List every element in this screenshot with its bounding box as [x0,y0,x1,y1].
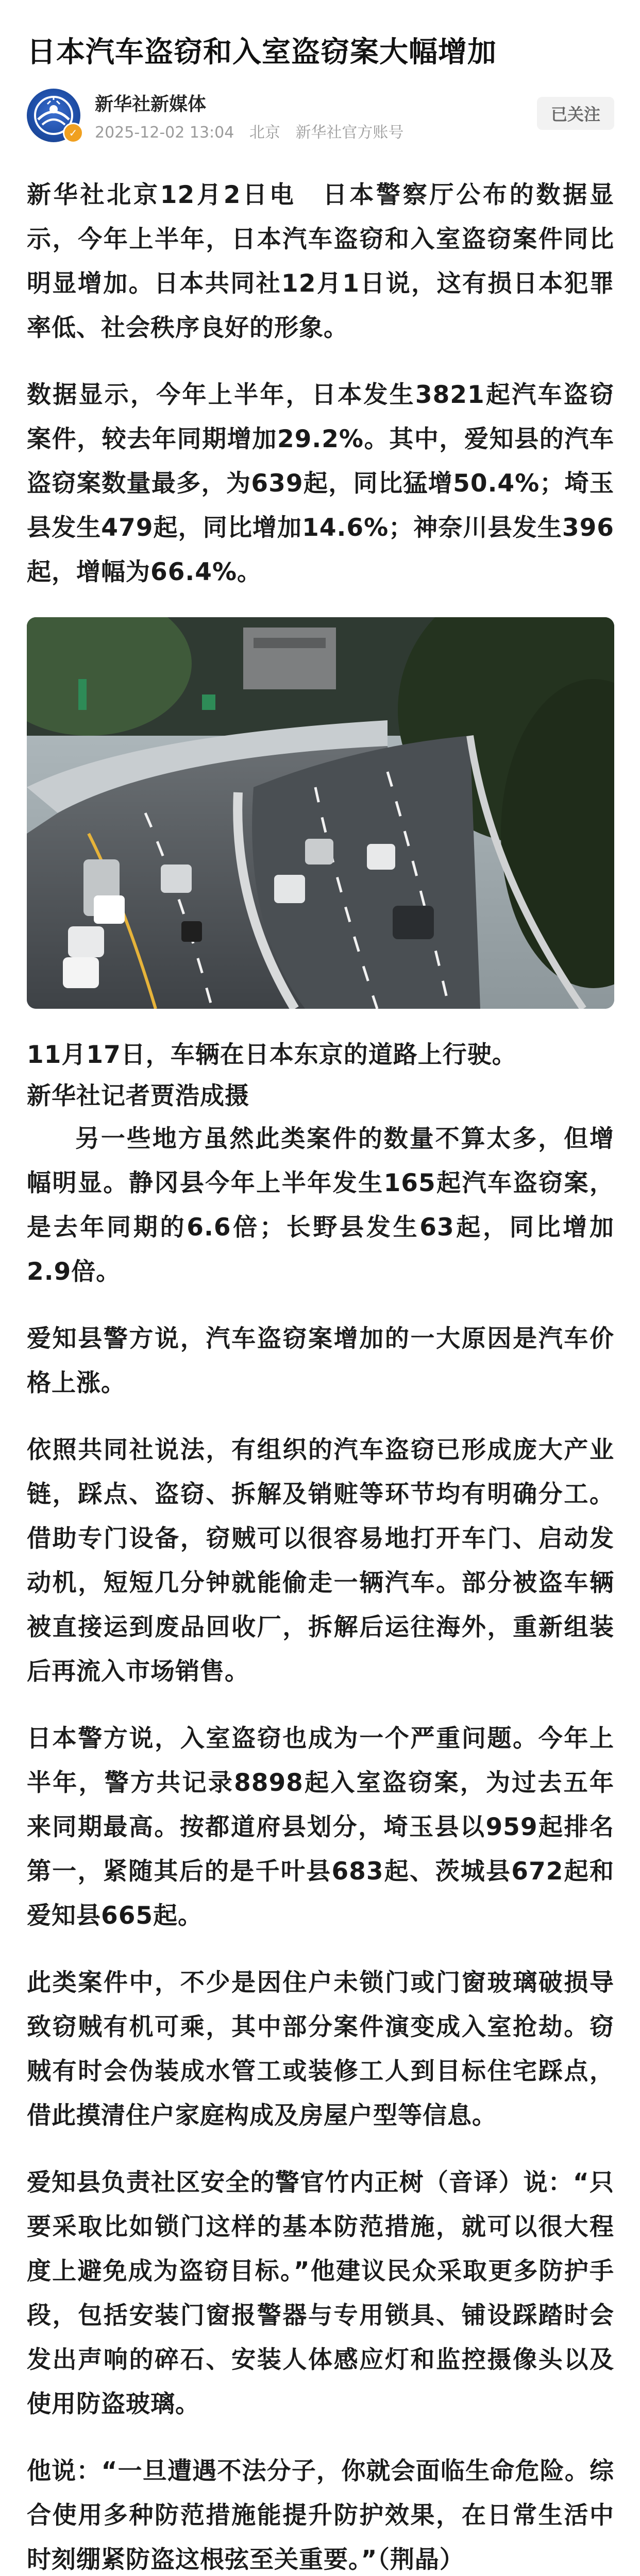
publish-location: 北京 [249,124,280,142]
paragraph: 他说：“一旦遭遇不法分子，你就会面临生命危险。综合使用多种防范措施能提升防护效果，在日常生活中时刻绷紧防盗这根弦至关重要。”（荆晶） [27,2457,614,2574]
image-credit: 新华社记者贾浩成摄 [27,1082,249,1110]
publish-date: 2025-12-02 13:04 [95,124,234,142]
paragraph: 爱知县警方说，汽车盗窃案增加的一大原因是汽车价格上涨。 [27,1325,614,1397]
paragraph: 依照共同社说法，有组织的汽车盗窃已形成庞大产业链，踩点、盗窃、拆解及销赃等环节均有明确分工。借助专门设备，窃贼可以很容易地打开车门、启动发动机，短短几分钟就能偷走一辆汽车。部分被盗车辆被直接运到废品回收厂，拆解后运往海外，重新组装后再流入市场销售。 [27,1436,614,1686]
image-caption: 11月17日，车辆在日本东京的道路上行驶。 [27,1041,517,1069]
author-row [27,87,614,148]
article-body [27,173,614,2576]
paragraph: 日本警方说，入室盗窃也成为一个严重问题。今年上半年，警方共记录8898起入室盗窃案，为过去五年来同期最高。按都道府县划分，埼玉县以959起排名第一，紧随其后的是千叶县683起、茨城县672起和爱知县665起。 [27,1724,614,1930]
follow-button[interactable]: 已关注 [537,97,614,130]
author-meta [95,120,414,142]
account-type: 新华社官方账号 [295,124,404,142]
highway-photo-illustration [27,617,614,1009]
verified-icon: ✓ [63,123,83,143]
paragraph: 数据显示，今年上半年，日本发生3821起汽车盗窃案件，较去年同期增加29.2%。其中，爱知县的汽车盗窃案数量最多，为639起，同比猛增50.4%；埼玉县发生479起，同比增加14.6%；神奈川县发生396起，增幅为66.4%。 [27,381,614,586]
paragraph: 此类案件中，不少是因住户未锁门或门窗玻璃破损导致窃贼有机可乘，其中部分案件演变成入室抢劫。窃贼有时会伪装成水管工或装修工人到目标住宅踩点，借此摸清住户家庭构成及房屋户型等信息。 [27,1969,614,2130]
author-name[interactable]: 新华社新媒体 [95,94,207,115]
paragraph: 新华社北京12月2日电 日本警察厅公布的数据显示，今年上半年，日本汽车盗窃和入室盗窃案件同比明显增加。日本共同社12月1日说，这有损日本犯罪率低、社会秩序良好的形象。 [27,181,614,342]
article-title: 日本汽车盗窃和入室盗窃案大幅增加 [27,35,497,69]
paragraph: 另一些地方虽然此类案件的数量不算太多，但增幅明显。静冈县今年上半年发生165起汽车盗窃案，是去年同期的6.6倍；长野县发生63起，同比增加2.9倍。 [27,1125,614,1286]
paragraph: 爱知县负责社区安全的警官竹内正树（音译）说：“只要采取比如锁门这样的基本防范措施，就可以很大程度上避免成为盗窃目标。”他建议民众采取更多防护手段，包括安装门窗报警器与专用锁具、铺设踩踏时会发出声响的碎石、安装人体感应灯和监控摄像头以及使用防盗玻璃。 [27,2168,614,2418]
article-photo[interactable] [27,617,614,1009]
